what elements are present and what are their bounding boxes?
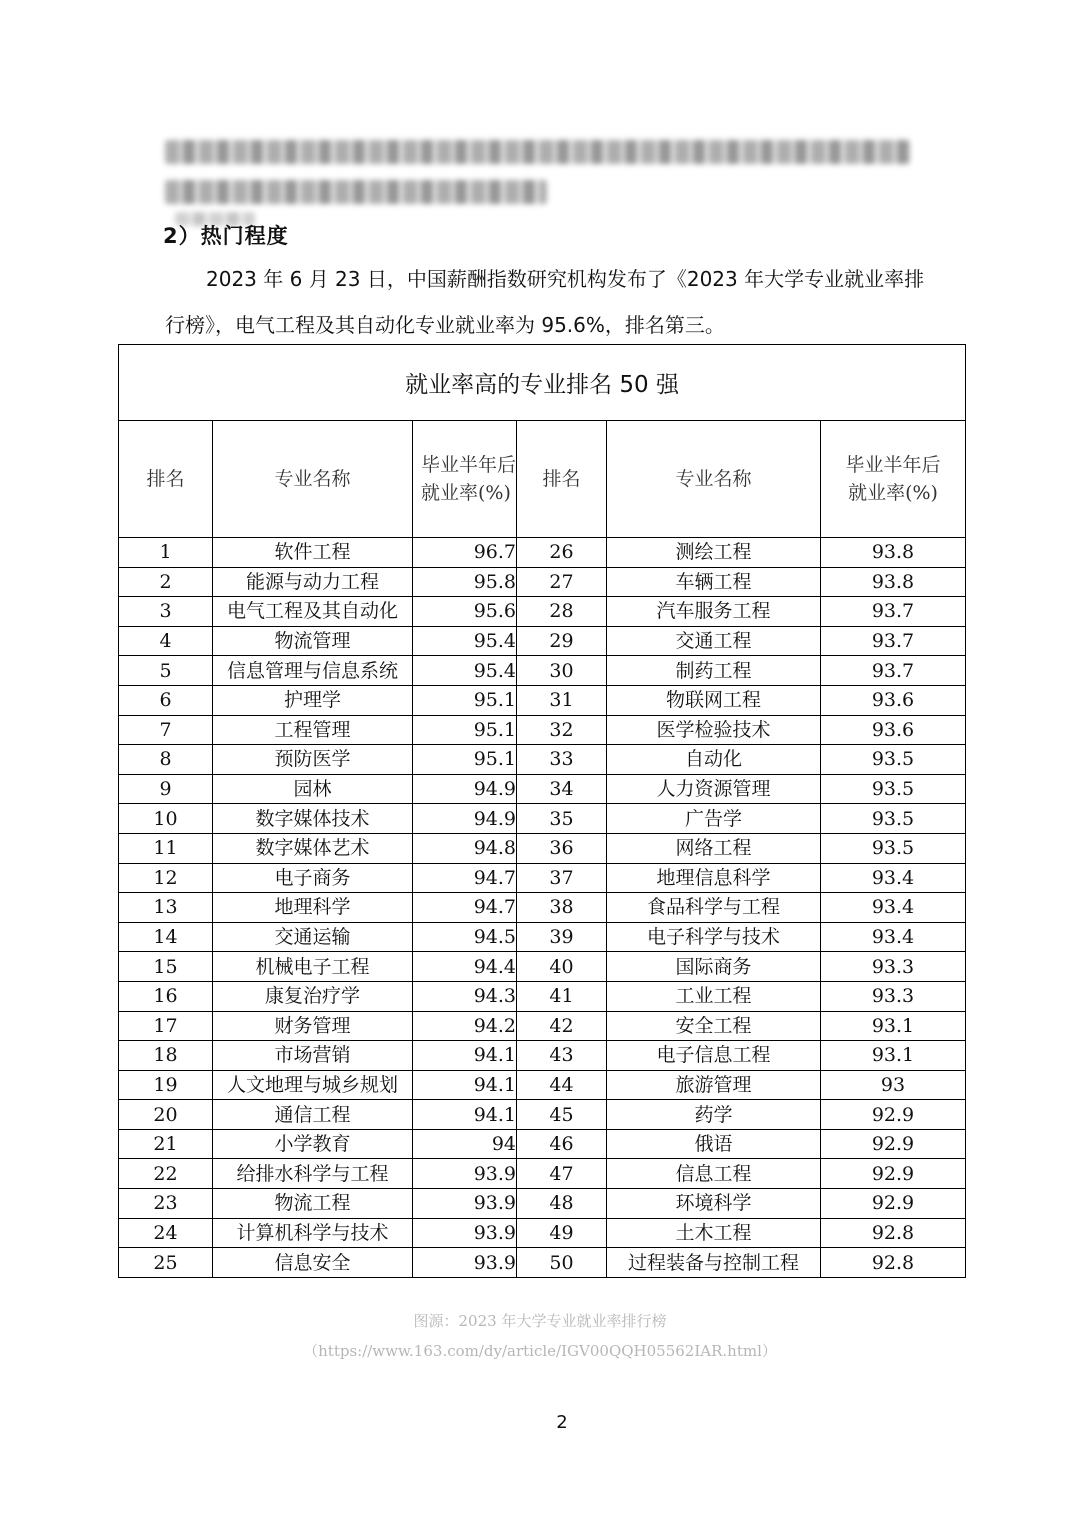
rate-cell: 92.9 — [821, 1129, 966, 1159]
rank-cell: 44 — [517, 1070, 607, 1100]
table-row — [119, 656, 966, 686]
rank-cell: 29 — [517, 626, 607, 656]
table-row — [119, 952, 966, 982]
major-name-cell: 车辆工程 — [607, 567, 821, 597]
rank-cell: 37 — [517, 863, 607, 893]
rate-cell: 94.2 — [413, 1011, 517, 1041]
rank-cell: 19 — [119, 1070, 213, 1100]
rank-cell: 16 — [119, 981, 213, 1011]
rank-cell: 24 — [119, 1218, 213, 1248]
figure-source-url: （https://www.163.com/dy/article/IGV00QQH05562IAR.html） — [303, 1342, 777, 1360]
rate-cell: 93.9 — [413, 1218, 517, 1248]
rank-cell: 30 — [517, 656, 607, 686]
rank-cell: 7 — [119, 715, 213, 745]
rate-cell: 93.3 — [821, 952, 966, 982]
rate-cell: 95.6 — [413, 597, 517, 627]
table-row — [119, 1159, 966, 1189]
rank-cell: 50 — [517, 1248, 607, 1278]
table-row — [119, 1129, 966, 1159]
rank-cell: 23 — [119, 1189, 213, 1219]
rate-cell: 93.5 — [821, 745, 966, 775]
rate-cell: 93.7 — [821, 656, 966, 686]
blurred-text-line — [165, 180, 547, 204]
rank-cell: 22 — [119, 1159, 213, 1189]
major-name-cell: 数字媒体艺术 — [213, 833, 413, 863]
major-name-cell: 护理学 — [213, 685, 413, 715]
rate-cell: 94.1 — [413, 1070, 517, 1100]
major-name-cell: 工业工程 — [607, 981, 821, 1011]
rate-cell: 93.5 — [821, 833, 966, 863]
rate-cell: 94.5 — [413, 922, 517, 952]
rank-cell: 47 — [517, 1159, 607, 1189]
rate-cell: 95.4 — [413, 626, 517, 656]
rate-cell: 96.7 — [413, 538, 517, 568]
table-row — [119, 1218, 966, 1248]
figure-source-caption: 图源：2023 年大学专业就业率排行榜 — [413, 1312, 667, 1330]
rate-cell: 93.3 — [821, 981, 966, 1011]
rank-cell: 10 — [119, 804, 213, 834]
employment-rate-table — [118, 344, 966, 1278]
header-rank: 排名 — [517, 421, 607, 538]
rank-cell: 46 — [517, 1129, 607, 1159]
rate-cell: 92.9 — [821, 1159, 966, 1189]
table-row — [119, 715, 966, 745]
rank-cell: 5 — [119, 656, 213, 686]
major-name-cell: 电气工程及其自动化 — [213, 597, 413, 627]
rate-cell: 94.3 — [413, 981, 517, 1011]
rate-cell: 93 — [821, 1070, 966, 1100]
rate-cell: 93.1 — [821, 1011, 966, 1041]
major-name-cell: 电子科学与技术 — [607, 922, 821, 952]
rank-cell: 42 — [517, 1011, 607, 1041]
major-name-cell: 预防医学 — [213, 745, 413, 775]
rank-cell: 34 — [517, 774, 607, 804]
rate-cell: 92.9 — [821, 1100, 966, 1130]
rank-cell: 21 — [119, 1129, 213, 1159]
table-row — [119, 981, 966, 1011]
rate-cell: 95.1 — [413, 685, 517, 715]
major-name-cell: 计算机科学与技术 — [213, 1218, 413, 1248]
header-rate: 毕业半年后就业率(%) — [413, 421, 517, 538]
rate-cell: 94.1 — [413, 1041, 517, 1071]
rank-cell: 1 — [119, 538, 213, 568]
rate-cell: 93.9 — [413, 1189, 517, 1219]
rate-cell: 95.1 — [413, 715, 517, 745]
table-row — [119, 745, 966, 775]
rank-cell: 14 — [119, 922, 213, 952]
major-name-cell: 过程装备与控制工程 — [607, 1248, 821, 1278]
major-name-cell: 能源与动力工程 — [213, 567, 413, 597]
rate-cell: 93.1 — [821, 1041, 966, 1071]
rank-cell: 6 — [119, 685, 213, 715]
table-row — [119, 863, 966, 893]
major-name-cell: 交通运输 — [213, 922, 413, 952]
major-name-cell: 数字媒体技术 — [213, 804, 413, 834]
rate-cell: 94.7 — [413, 893, 517, 923]
rank-cell: 11 — [119, 833, 213, 863]
rank-cell: 2 — [119, 567, 213, 597]
rate-cell: 94.1 — [413, 1100, 517, 1130]
rank-cell: 48 — [517, 1189, 607, 1219]
major-name-cell: 工程管理 — [213, 715, 413, 745]
major-name-cell: 电子信息工程 — [607, 1041, 821, 1071]
major-name-cell: 信息管理与信息系统 — [213, 656, 413, 686]
table-row — [119, 804, 966, 834]
rank-cell: 25 — [119, 1248, 213, 1278]
major-name-cell: 医学检验技术 — [607, 715, 821, 745]
rate-cell: 93.7 — [821, 626, 966, 656]
major-name-cell: 土木工程 — [607, 1218, 821, 1248]
rate-cell: 94.4 — [413, 952, 517, 982]
blurred-text-line — [165, 140, 910, 164]
rank-cell: 32 — [517, 715, 607, 745]
rate-cell: 93.9 — [413, 1248, 517, 1278]
table-row — [119, 1100, 966, 1130]
header-major: 专业名称 — [607, 421, 821, 538]
rate-cell: 94.9 — [413, 804, 517, 834]
major-name-cell: 地理科学 — [213, 893, 413, 923]
major-name-cell: 旅游管理 — [607, 1070, 821, 1100]
table-row — [119, 538, 966, 568]
major-name-cell: 小学教育 — [213, 1129, 413, 1159]
major-name-cell: 测绘工程 — [607, 538, 821, 568]
rate-cell: 94.9 — [413, 774, 517, 804]
rate-cell: 92.8 — [821, 1248, 966, 1278]
major-name-cell: 制药工程 — [607, 656, 821, 686]
major-name-cell: 通信工程 — [213, 1100, 413, 1130]
rate-cell: 93.8 — [821, 567, 966, 597]
table-title: 就业率高的专业排名 50 强 — [119, 345, 966, 421]
rank-cell: 35 — [517, 804, 607, 834]
rate-cell: 95.8 — [413, 567, 517, 597]
major-name-cell: 市场营销 — [213, 1041, 413, 1071]
major-name-cell: 安全工程 — [607, 1011, 821, 1041]
table-row — [119, 1011, 966, 1041]
major-name-cell: 俄语 — [607, 1129, 821, 1159]
rank-cell: 8 — [119, 745, 213, 775]
rate-cell: 93.7 — [821, 597, 966, 627]
major-name-cell: 信息安全 — [213, 1248, 413, 1278]
major-name-cell: 环境科学 — [607, 1189, 821, 1219]
major-name-cell: 地理信息科学 — [607, 863, 821, 893]
rate-cell: 93.6 — [821, 685, 966, 715]
rate-cell: 93.6 — [821, 715, 966, 745]
rate-cell: 95.1 — [413, 745, 517, 775]
rank-cell: 31 — [517, 685, 607, 715]
major-name-cell: 机械电子工程 — [213, 952, 413, 982]
table-row — [119, 597, 966, 627]
header-rank: 排名 — [119, 421, 213, 538]
rank-cell: 38 — [517, 893, 607, 923]
rate-cell: 92.9 — [821, 1189, 966, 1219]
rate-cell: 93.4 — [821, 922, 966, 952]
major-name-cell: 汽车服务工程 — [607, 597, 821, 627]
intro-paragraph: 2023 年 6 月 23 日，中国薪酬指数研究机构发布了《2023 年大学专业就业率排行榜》，电气工程及其自动化专业就业率为 95.6%，排名第三。 — [165, 267, 925, 337]
major-name-cell: 物流管理 — [213, 626, 413, 656]
table-row — [119, 567, 966, 597]
rank-cell: 13 — [119, 893, 213, 923]
major-name-cell: 网络工程 — [607, 833, 821, 863]
rate-cell: 94.8 — [413, 833, 517, 863]
rate-cell: 95.4 — [413, 656, 517, 686]
rate-cell: 93.5 — [821, 774, 966, 804]
rank-cell: 33 — [517, 745, 607, 775]
rate-cell: 94 — [413, 1129, 517, 1159]
rank-cell: 41 — [517, 981, 607, 1011]
rate-cell: 93.8 — [821, 538, 966, 568]
rate-cell: 93.4 — [821, 863, 966, 893]
table-row — [119, 626, 966, 656]
table-row — [119, 893, 966, 923]
rank-cell: 17 — [119, 1011, 213, 1041]
major-name-cell: 食品科学与工程 — [607, 893, 821, 923]
rate-cell: 93.9 — [413, 1159, 517, 1189]
major-name-cell: 交通工程 — [607, 626, 821, 656]
major-name-cell: 人文地理与城乡规划 — [213, 1070, 413, 1100]
rate-cell: 92.8 — [821, 1218, 966, 1248]
rank-cell: 4 — [119, 626, 213, 656]
table-row — [119, 774, 966, 804]
rank-cell: 26 — [517, 538, 607, 568]
rank-cell: 40 — [517, 952, 607, 982]
major-name-cell: 电子商务 — [213, 863, 413, 893]
rank-cell: 12 — [119, 863, 213, 893]
table-row — [119, 833, 966, 863]
rank-cell: 27 — [517, 567, 607, 597]
table-row — [119, 1070, 966, 1100]
major-name-cell: 给排水科学与工程 — [213, 1159, 413, 1189]
major-name-cell: 广告学 — [607, 804, 821, 834]
rank-cell: 39 — [517, 922, 607, 952]
rank-cell: 49 — [517, 1218, 607, 1248]
header-major: 专业名称 — [213, 421, 413, 538]
table-row — [119, 1248, 966, 1278]
major-name-cell: 物联网工程 — [607, 685, 821, 715]
rank-cell: 43 — [517, 1041, 607, 1071]
section-heading: 2）热门程度 — [163, 224, 289, 248]
rate-cell: 93.5 — [821, 804, 966, 834]
rate-cell: 93.4 — [821, 893, 966, 923]
major-name-cell: 物流工程 — [213, 1189, 413, 1219]
rank-cell: 18 — [119, 1041, 213, 1071]
rank-cell: 3 — [119, 597, 213, 627]
major-name-cell: 财务管理 — [213, 1011, 413, 1041]
table-row — [119, 1189, 966, 1219]
rank-cell: 20 — [119, 1100, 213, 1130]
rank-cell: 45 — [517, 1100, 607, 1130]
major-name-cell: 园林 — [213, 774, 413, 804]
table-row — [119, 685, 966, 715]
rate-cell: 94.7 — [413, 863, 517, 893]
major-name-cell: 国际商务 — [607, 952, 821, 982]
rank-cell: 9 — [119, 774, 213, 804]
major-name-cell: 药学 — [607, 1100, 821, 1130]
rank-cell: 36 — [517, 833, 607, 863]
page-number: 2 — [556, 1412, 568, 1433]
major-name-cell: 信息工程 — [607, 1159, 821, 1189]
major-name-cell: 自动化 — [607, 745, 821, 775]
table-row — [119, 1041, 966, 1071]
table-row — [119, 922, 966, 952]
major-name-cell: 康复治疗学 — [213, 981, 413, 1011]
major-name-cell: 人力资源管理 — [607, 774, 821, 804]
header-rate: 毕业半年后就业率(%) — [821, 421, 966, 538]
rank-cell: 15 — [119, 952, 213, 982]
major-name-cell: 软件工程 — [213, 538, 413, 568]
rank-cell: 28 — [517, 597, 607, 627]
